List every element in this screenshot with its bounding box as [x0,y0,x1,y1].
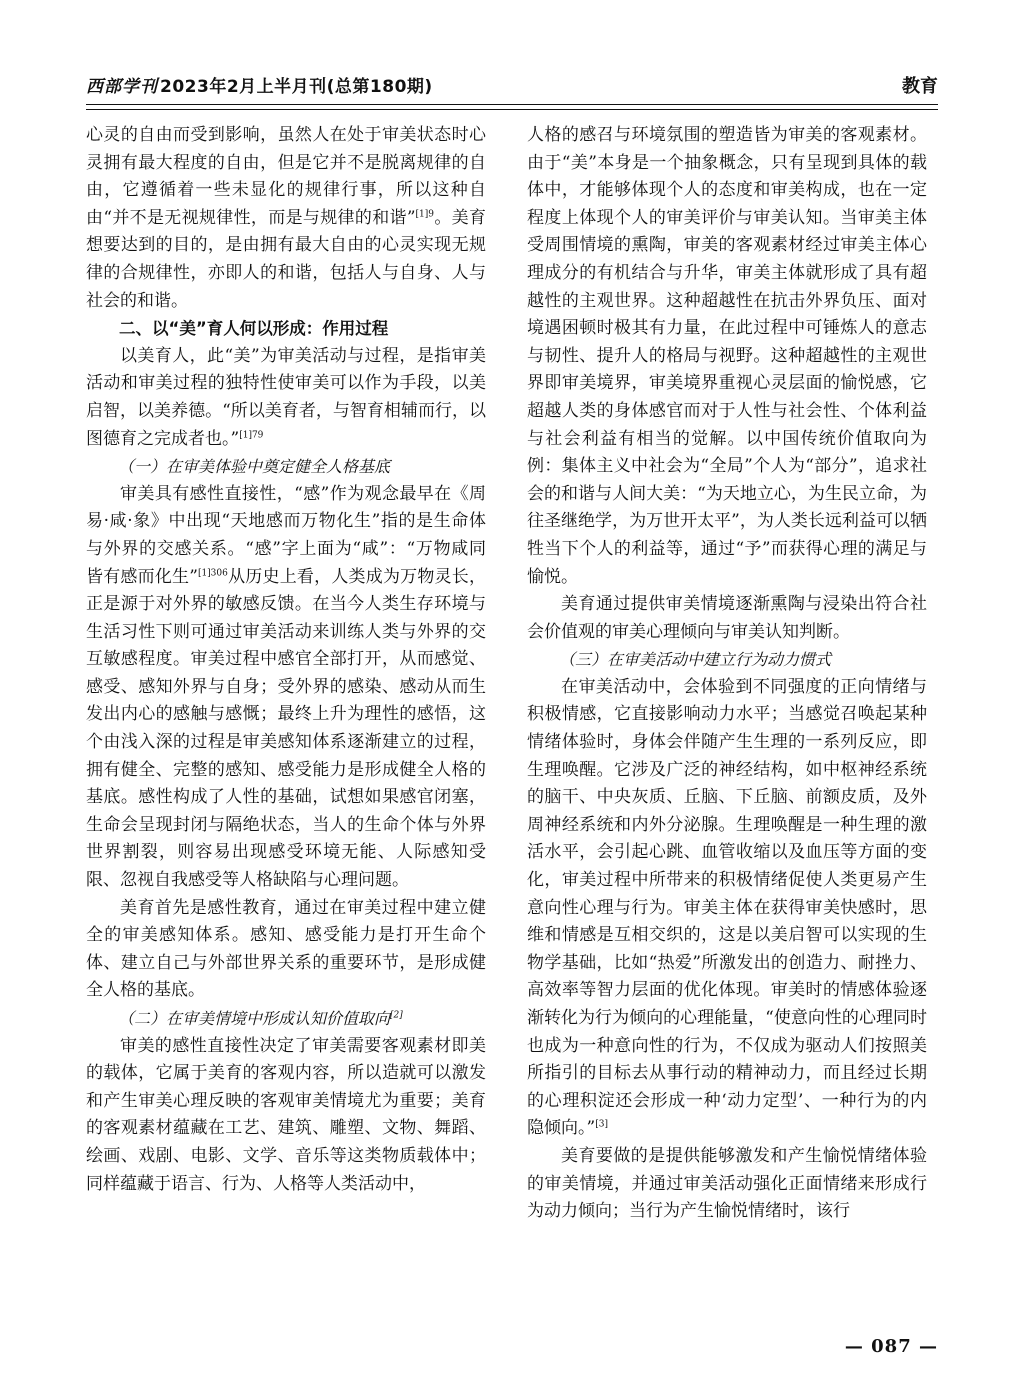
body-paragraph [527,591,927,646]
paragraph-text-after-ref: 。美育想要达到的目的，是由拥有最大自由的心灵实现无规律的合规律性，亦即人的和谐，包括人与自身、人与社会的和谐。 [86,207,487,311]
body-paragraph [86,1033,486,1199]
paragraph-text: 在审美活动中，会体验到不同强度的正向情绪与积极情感，它直接影响动力水平；当感觉召唤起某种情绪体验时，身体会伴随产生生理的一系列反应，即生理唤醒。它涉及广泛的神经结构，如中枢神经系统的脑干、中央灰质、丘脑、下丘脑、前额皮质，及外周神经系统和内外分泌腺。生理唤醒是一种生理的激活水平，会引起心跳、血管收缩以及血压等方面的变化，审美过程中所带来的积极情绪促使人类更易产生意向性心理与行为。审美主体在获得审美快感时，思维和情感是互相交织的，这是以美启智可以实现的生物学基础，比如“热爱”所激发出的创造力、耐挫力、高效率等智力层面的优化体现。审美时的情感体验逐渐转化为行为倾向的心理能量，“使意向性的心理同时也成为一种意向性的行为，不仅成为驱动人们按照美所指引的目标去从事行动的精神动力，而且经过长期的心理积淀还会形成一种‘动力定型’、一种行为的内隐倾向。” [527,676,927,1139]
section-label: 教育 [902,76,938,97]
journal-logo: 西部学刊 [86,77,158,97]
left-column [86,122,486,1198]
paragraph-text: 心灵的自由而受到影响，虽然人在处于审美状态时心灵拥有最大程度的自由，但是它并不是脱离规律的自由，它遵循着一些未显化的规律行事，所以这种自由“并不是无视规律性，而是与规律的和谐” [86,125,486,228]
section-heading [86,315,486,343]
paragraph-text: 美育通过提供审美情境逐渐熏陶与浸染出符合社会价值观的审美心理倾向与审美认知判断。 [527,594,927,642]
paragraph-text: 美育首先是感性教育，通过在审美过程中建立健全的审美感知体系。感知、感受能力是打开生命个体、建立自己与外部世界关系的重要环节，是形成健全人格的基底。 [86,897,486,1001]
body-paragraph [86,481,486,895]
body-paragraph [527,1143,927,1226]
paragraph-text: 审美具有感性直接性，“感”作为观念最早在《周易·咸·象》中出现“天地感而万物化生”指的是生命体与外界的交感关系。“感”字上面为“咸”：“万物咸同皆有感而化生” [86,483,486,587]
body-paragraph [86,343,486,453]
header-rule-thin [86,109,938,110]
citation-ref: [3] [595,1119,608,1130]
paragraph-text: 以美育人，此“美”为审美活动与过程，是指审美活动和审美过程的独特性使审美可以作为手段，以美启智，以美养德。“所以美育者，与智育相辅而行，以图德育之完成者也。” [86,345,486,449]
subsection-heading [86,1005,486,1033]
paragraph-text: （三）在审美活动中建立行为动力惯式 [559,650,832,670]
paragraph-text: 审美的感性直接性决定了审美需要客观素材即美的载体，它属于美育的客观内容，所以造就可以激发和产生审美心理反映的客观审美情境尤为重要；美育的客观素材蕴藏在工艺、建筑、雕塑、文物、舞蹈、绘画、戏剧、电影、文学、音乐等这类物质载体中；同样蕴藏于语言、行为、人格等人类活动中， [86,1035,486,1194]
body-paragraph [86,895,486,1005]
citation-ref: [2] [390,1010,403,1021]
citation-ref: [1]9 [415,209,435,220]
journal-masthead [86,72,433,97]
issue-info: 2023年2月上半月刊(总第180期) [160,77,433,97]
paragraph-text: 人格的感召与环境氛围的塑造皆为审美的客观素材。由于“美”本身是一个抽象概念，只有呈现到具体的载体中，才能够体现个人的态度和审美构成，也在一定程度上体现个人的审美评价与审美认知。当审美主体受周围情境的熏陶，审美的客观素材经过审美主体心理成分的有机结合与升华，审美主体就形成了具有超越性的主观世界。这种超越性在抗击外界负压、面对境遇困顿时极其有力量，在此过程中可锤炼人的意志与韧性、提升人的格局与视野。这种超越性的主观世界即审美境界，审美境界重视心灵层面的愉悦感，它超越人类的身体感官而对于人性与社会性、个体利益与社会利益有相当的觉解。以中国传统价值取向为例：集体主义中社会为“全局”个人为“部分”，追求社会的和谐与人间大美：“为天地立心，为生民立命，为往圣继绝学，为万世开太平”，为人类长远利益可以牺牲当下个人的利益等，通过“予”而获得心理的满足与愉悦。 [527,125,927,587]
header-rule [86,104,938,105]
paragraph-text: 美育要做的是提供能够激发和产生愉悦情绪体验的审美情境，并通过审美活动强化正面情绪来形成行为动力倾向；当行为产生愉悦情绪时，该行 [527,1145,927,1222]
right-column [527,122,927,1226]
citation-ref: [1]79 [239,429,264,440]
body-paragraph-continued [527,122,927,591]
paragraph-text: （二）在审美情境中形成认知价值取向 [118,1009,391,1028]
page-number: — 087 — [844,1336,938,1357]
body-paragraph [527,674,927,1143]
subsection-heading [527,646,927,674]
paragraph-text: 二、以“美”育人何以形成：作用过程 [119,319,389,339]
subsection-heading [86,453,486,481]
body-paragraph-continued [86,122,486,315]
paragraph-text: （一）在审美体验中奠定健全人格基底 [118,457,391,477]
running-header [86,70,938,100]
citation-ref: [1]306 [197,567,228,578]
paragraph-text-after-ref: 从历史上看，人类成为万物灵长，正是源于对外界的敏感反馈。在当今人类生存环境与生活习性下则可通过审美活动来训练人类与外界的交互敏感程度。审美过程中感官全部打开，从而感觉、感受、感知外界与自身；受外界的感染、感动从而生发出内心的感触与感慨；最终上升为理性的感悟，这个由浅入深的过程是审美感知体系逐渐建立的过程，拥有健全、完整的感知、感受能力是形成健全人格的基底。感性构成了人性的基础，试想如果感官闭塞，生命会呈现封闭与隔绝状态，当人的生命个体与外界世界割裂，则容易出现感受环境无能、人际感知受限、忽视自我感受等人格缺陷与心理问题。 [86,566,486,891]
